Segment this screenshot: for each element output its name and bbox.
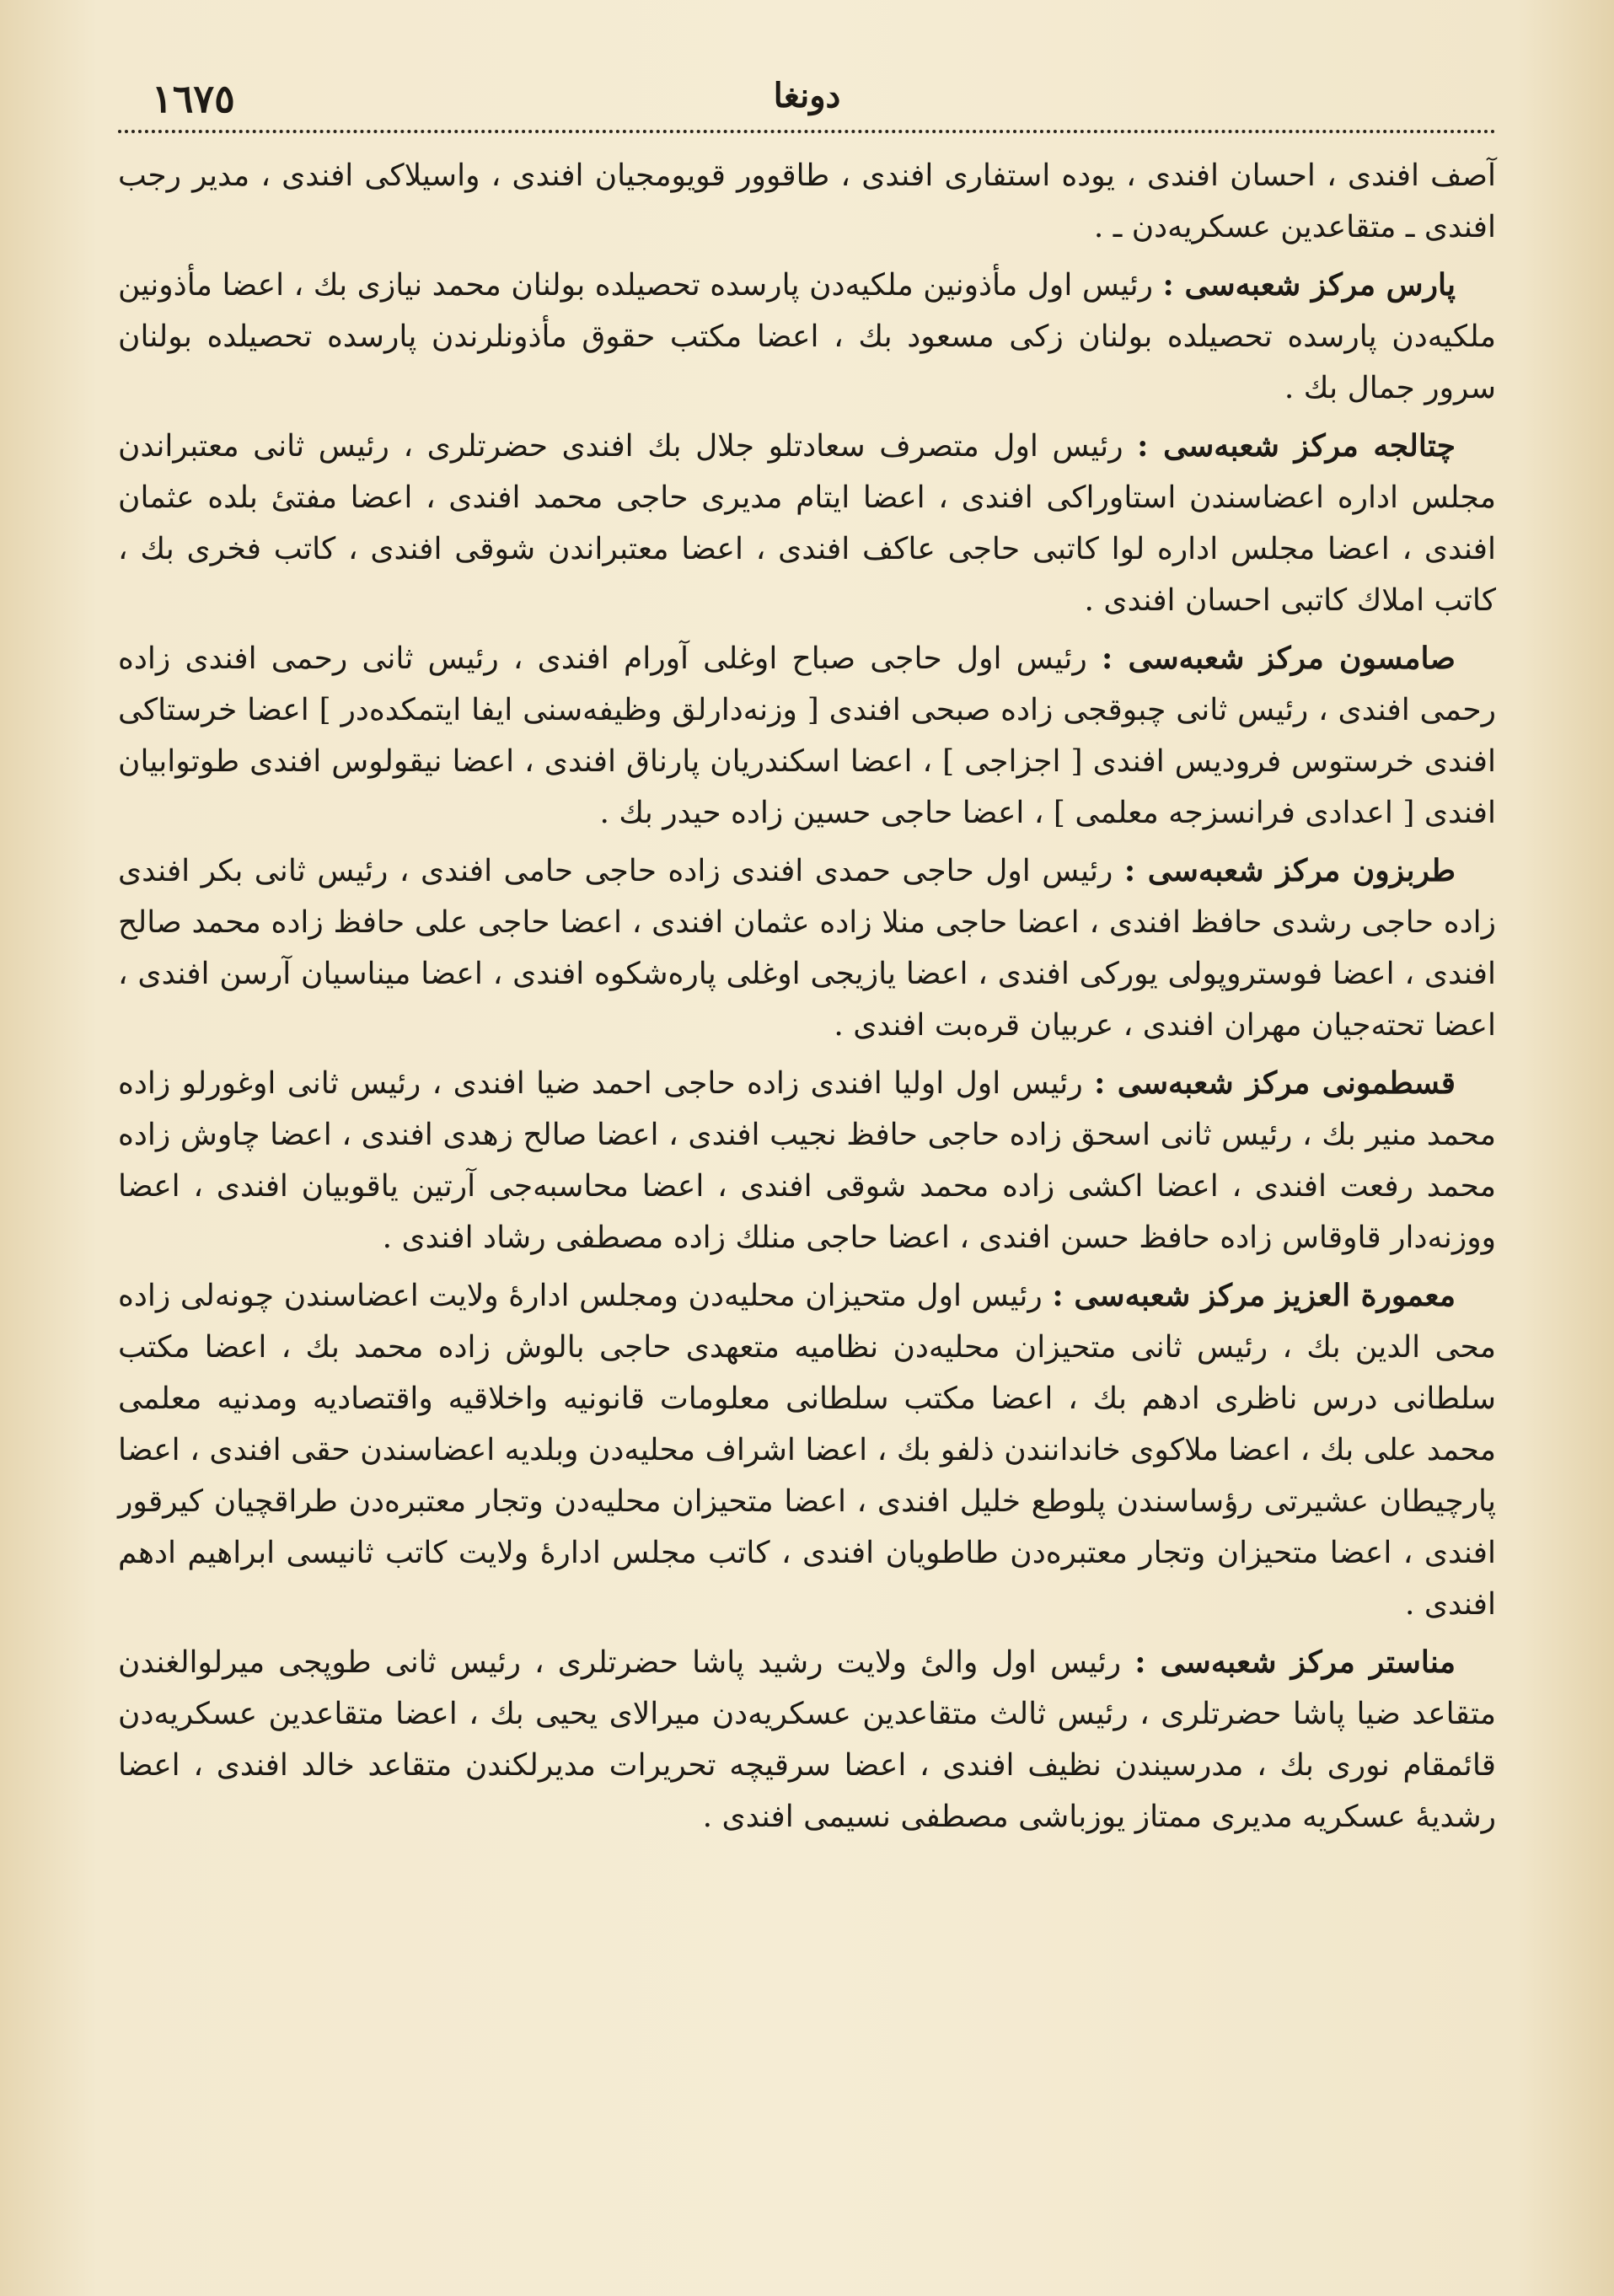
paragraph-text: رئیس اول مأذونین ملکیه‌دن پارسده تحصیلده بولنان محمد نیازی بك ، اعضا مأذونین ملکیه‌دن پارسده تحصیلده بولنان زکی مسعود بك ، اعضا مکتب حقوق مأذونلرندن پارسده تحصیلده بولنان سرور جمال بك .	[118, 268, 1496, 405]
paragraph-text: رئیس اول متحیزان محلیه‌دن ومجلس ادارهٔ ولایت اعضاسندن چونه‌لی زاده محی الدین بك ، رئیس ثانی متحیزان محلیه‌دن نظامیه متعهدی حاجی بالوش زاده محمد بك ، اعضا مکتب سلطانی درس ناظری ادهم بك ، اعضا مکتب سلطانی معلومات قانونیه واخلاقیه واقتصادیه ومدنیه معلمی محمد علی بك ، اعضا ملاکوی خاندانندن ذلفو بك ، اعضا اشراف محلیه‌دن وبلدیه اعضاسندن حقی افندی ، اعضا پارچیطان عشیرتی رؤساسندن پلوطع خلیل افندی ، اعضا متحیزان محلیه‌دن وتجار معتبره‌دن طراقچیان کیرقور افندی ، اعضا متحیزان وتجار معتبره‌دن طاطویان افندی ، کاتب مجلس ادارهٔ ولایت کاتب ثانیسی ابراهیم ادهم افندی .	[118, 1279, 1497, 1622]
paragraph-continuation	[118, 150, 1496, 253]
branch-heading: چتالجه مرکز شعبه‌سی :	[1137, 428, 1456, 464]
page-number: ١٦٧٥	[152, 76, 235, 121]
header-dotted-rule	[118, 130, 1496, 133]
paragraph-paris-branch	[118, 260, 1496, 414]
paragraph-text: رئیس اول حاجی حمدی افندی زاده حاجی حامی افندی ، رئیس ثانی بکر افندی زاده حاجی رشدی حافظ افندی ، اعضا حاجی منلا زاده عثمان افندی ، اعضا حاجی علی حافظ زاده محمد صالح افندی ، اعضا فوستروپولی یورکی افندی ، اعضا یازیجی اوغلی پاره‌شکوه افندی ، اعضا میناسیان آرسن افندی ، اعضا تحته‌جیان مهران افندی ، عربیان قره‌بت افندی .	[118, 854, 1496, 1043]
branch-heading: معمورة العزیز مرکز شعبه‌سی :	[1052, 1278, 1456, 1313]
branch-heading: مناستر مرکز شعبه‌سی :	[1134, 1644, 1456, 1680]
paragraph-text: رئیس اول حاجی صباح اوغلی آورام افندی ، رئیس ثانی رحمی افندی زاده رحمی افندی ، رئیس ثانی چبوقجی زاده صبحی افندی [ وزنه‌دارلق وظیفه‌سنی ایفا ایتمکده‌در ] اعضا خرستاکی افندی خرستوس فرودیس افندی [ اجزاجی ] ، اعضا اسکندریان پارناق افندی ، اعضا نیقولوس افندی طوتوابیان افندی [ اعدادی فرانسزجه معلمی ] ، اعضا حاجی حسین زاده حیدر بك .	[118, 641, 1496, 830]
paragraph-mamuratulaziz-branch	[118, 1270, 1496, 1630]
paragraph-manastir-branch	[118, 1637, 1496, 1843]
branch-heading: صامسون مرکز شعبه‌سی :	[1101, 641, 1456, 676]
paragraph-catalca-branch	[118, 421, 1496, 626]
branch-heading: پارس مرکز شعبه‌سی :	[1162, 267, 1456, 303]
page-body	[118, 150, 1496, 2127]
branch-heading: طربزون مرکز شعبه‌سی :	[1123, 853, 1456, 888]
paragraph-text: رئیس اول اولیا افندی زاده حاجی احمد ضیا افندی ، رئیس ثانی اوغورلو زاده محمد منیر بك ، رئیس ثانی اسحق زاده حاجی حافظ نجیب افندی ، اعضا صالح زهدی افندی ، اعضا چاوش زاده محمد رفعت افندی ، اعضا اکشی زاده محمد شوقی افندی ، اعضا محاسبه‌جی آرتین یاقوبیان افندی ، اعضا ووزنه‌دار قاوقاس زاده حافظ حسن افندی ، اعضا حاجی منلك زاده مصطفی رشاد افندی .	[118, 1066, 1496, 1255]
paragraph-trabzon-branch	[118, 845, 1496, 1051]
paragraph-text: رئیس اول والیٔ ولایت رشید پاشا حضرتلری ، رئیس ثانی طوپجی میرلوالغندن متقاعد ضیا پاشا حضرتلری ، رئیس ثالث متقاعدین عسکریه‌دن میرالای یحیی بك ، اعضا متقاعدین عسکریه‌دن قائمقام نوری بك ، مدرسیندن نظیف افندی ، اعضا سرقیچه تحریرات مدیرلکندن متقاعد خالد افندی ، اعضا رشدیهٔ عسکریه مدیری ممتاز یوزباشی مصطفی نسیمی افندی .	[118, 1645, 1496, 1834]
branch-heading: قسطمونی مرکز شعبه‌سی :	[1094, 1065, 1456, 1101]
paragraph-kastamonu-branch	[118, 1058, 1496, 1263]
paragraph-text: آصف افندی ، احسان افندی ، یوده استفاری افندی ، طاقوور قویومجیان افندی ، واسیلاکی افندی ، مدیر رجب افندی ـ متقاعدین عسکریه‌دن ـ .	[118, 158, 1496, 244]
running-title: دونغا	[773, 76, 841, 115]
page-header	[118, 71, 1496, 138]
paragraph-samsun-branch	[118, 633, 1496, 839]
paragraph-text: رئیس اول متصرف سعادتلو جلال بك افندی حضرتلری ، رئیس ثانی معتبراندن مجلس اداره اعضاسندن استاوراکی افندی ، اعضا ایتام مدیری حاجی محمد افندی ، اعضا مفتیٔ بلده عثمان افندی ، اعضا مجلس اداره لوا کاتبی حاجی عاکف افندی ، اعضا معتبراندن شوقی افندی ، کاتب فخری بك ، کاتب املاك کاتبی احسان افندی .	[118, 429, 1496, 618]
